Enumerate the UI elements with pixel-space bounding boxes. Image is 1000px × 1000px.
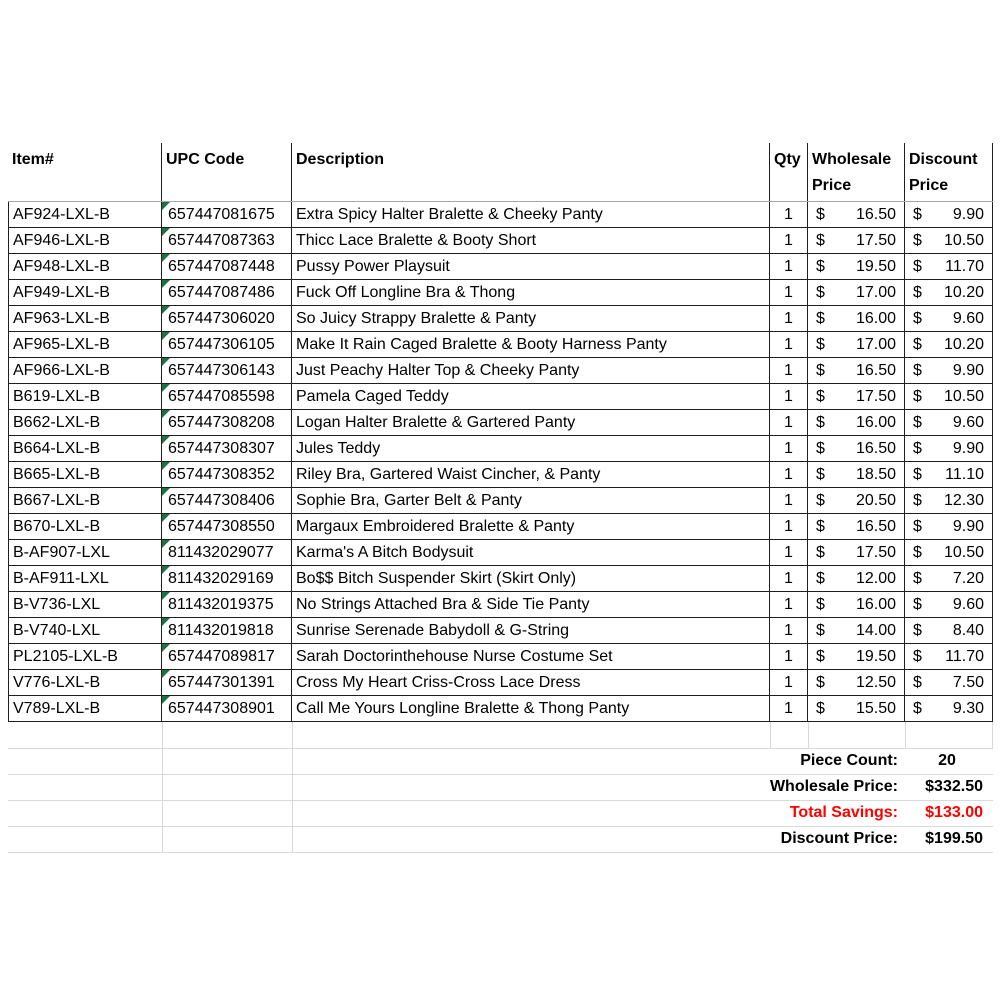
qty-cell[interactable]: 1 xyxy=(770,280,808,305)
upc-cell[interactable] xyxy=(162,410,292,435)
upc-cell[interactable] xyxy=(162,696,292,721)
discount-amount: 11.70 xyxy=(945,647,984,665)
discount-price-cell[interactable] xyxy=(905,644,993,669)
dollar-sign: $ xyxy=(816,621,825,639)
dollar-sign: $ xyxy=(913,205,922,223)
summary-value[interactable]: $133.00 xyxy=(925,804,983,821)
upc-value: 657447089817 xyxy=(168,647,275,665)
table-row xyxy=(8,384,993,410)
qty-cell[interactable]: 1 xyxy=(770,436,808,461)
wholesale-amount: 12.00 xyxy=(855,569,896,587)
item-number-cell[interactable]: AF965-LXL-B xyxy=(8,332,162,357)
error-indicator-triangle-icon xyxy=(162,332,170,340)
discount-amount: 9.90 xyxy=(952,205,984,223)
discount-price-cell[interactable] xyxy=(905,670,993,695)
wholesale-amount: 17.00 xyxy=(855,335,896,353)
table-header-row xyxy=(8,143,993,202)
qty-cell[interactable]: 1 xyxy=(770,514,808,539)
upc-value: 811432019375 xyxy=(168,595,274,613)
item-number-cell[interactable]: B619-LXL-B xyxy=(8,384,162,409)
upc-cell[interactable] xyxy=(162,462,292,487)
error-indicator-triangle-icon xyxy=(162,384,170,392)
error-indicator-triangle-icon xyxy=(162,514,170,522)
table-row xyxy=(8,566,993,592)
dollar-sign: $ xyxy=(816,569,825,587)
dollar-sign: $ xyxy=(913,465,922,483)
summary-row xyxy=(8,774,993,800)
discount-amount: 9.90 xyxy=(952,361,984,379)
upc-value: 657447306020 xyxy=(168,309,275,327)
upc-value: 657447308208 xyxy=(168,413,275,431)
item-number-cell[interactable]: B665-LXL-B xyxy=(8,462,162,487)
upc-value: 811432019818 xyxy=(168,621,274,639)
dollar-sign: $ xyxy=(913,257,922,275)
error-indicator-triangle-icon xyxy=(162,436,170,444)
discount-price-cell[interactable] xyxy=(905,332,993,357)
discount-amount: 9.60 xyxy=(952,413,984,431)
wholesale-amount: 17.50 xyxy=(855,231,896,249)
dollar-sign: $ xyxy=(913,517,922,535)
discount-price-cell[interactable] xyxy=(905,228,993,253)
summary-label[interactable]: Discount Price: xyxy=(780,830,898,847)
discount-price-cell[interactable] xyxy=(905,384,993,409)
qty-cell[interactable]: 1 xyxy=(770,488,808,513)
gridline xyxy=(8,852,993,853)
item-number-cell[interactable]: AF963-LXL-B xyxy=(8,306,162,331)
qty-cell[interactable]: 1 xyxy=(770,618,808,643)
table-row xyxy=(8,306,993,332)
discount-price-cell[interactable] xyxy=(905,436,993,461)
dollar-sign: $ xyxy=(816,673,825,691)
upc-cell[interactable] xyxy=(162,332,292,357)
upc-cell[interactable] xyxy=(162,644,292,669)
table-row xyxy=(8,410,993,436)
wholesale-price-cell[interactable] xyxy=(808,280,905,305)
upc-cell[interactable] xyxy=(162,540,292,565)
error-indicator-triangle-icon xyxy=(162,254,170,262)
dollar-sign: $ xyxy=(913,387,922,405)
description-cell[interactable]: No Strings Attached Bra & Side Tie Panty xyxy=(292,592,770,617)
dollar-sign: $ xyxy=(913,283,922,301)
discount-amount: 7.50 xyxy=(952,673,984,691)
discount-amount: 8.40 xyxy=(952,621,984,639)
dollar-sign: $ xyxy=(913,569,922,587)
upc-value: 657447308307 xyxy=(168,439,275,457)
upc-cell[interactable] xyxy=(162,384,292,409)
upc-cell[interactable] xyxy=(162,488,292,513)
qty-cell[interactable]: 1 xyxy=(770,202,808,227)
upc-cell[interactable] xyxy=(162,306,292,331)
discount-price-cell[interactable] xyxy=(905,540,993,565)
wholesale-price-cell[interactable] xyxy=(808,358,905,383)
wholesale-amount: 16.50 xyxy=(855,517,896,535)
error-indicator-triangle-icon xyxy=(162,202,170,210)
item-number-cell[interactable]: AF966-LXL-B xyxy=(8,358,162,383)
dollar-sign: $ xyxy=(913,673,922,691)
upc-cell[interactable] xyxy=(162,228,292,253)
table-row xyxy=(8,358,993,384)
item-number-cell[interactable]: B-V740-LXL xyxy=(8,618,162,643)
wholesale-amount: 17.00 xyxy=(855,283,896,301)
error-indicator-triangle-icon xyxy=(162,280,170,288)
item-number-cell[interactable]: PL2105-LXL-B xyxy=(8,644,162,669)
header-item-number[interactable]: Item# xyxy=(8,143,162,201)
error-indicator-triangle-icon xyxy=(162,228,170,236)
upc-value: 657447087448 xyxy=(168,257,275,275)
wholesale-amount: 12.50 xyxy=(855,673,896,691)
item-number-cell[interactable]: B662-LXL-B xyxy=(8,410,162,435)
wholesale-price-cell[interactable] xyxy=(808,644,905,669)
wholesale-amount: 17.50 xyxy=(855,387,896,405)
dollar-sign: $ xyxy=(913,647,922,665)
upc-value: 657447087486 xyxy=(168,283,275,301)
discount-amount: 9.90 xyxy=(952,517,984,535)
summary-value[interactable]: $199.50 xyxy=(925,830,983,847)
item-number-cell[interactable]: B667-LXL-B xyxy=(8,488,162,513)
dollar-sign: $ xyxy=(816,205,825,223)
table-row xyxy=(8,514,993,540)
qty-cell[interactable]: 1 xyxy=(770,306,808,331)
dollar-sign: $ xyxy=(913,231,922,249)
wholesale-price-cell[interactable] xyxy=(808,436,905,461)
discount-price-cell[interactable] xyxy=(905,514,993,539)
discount-amount: 10.50 xyxy=(943,387,984,405)
discount-amount: 11.10 xyxy=(945,465,984,483)
summary-row xyxy=(8,800,993,826)
table-row xyxy=(8,254,993,280)
description-cell[interactable]: Extra Spicy Halter Bralette & Cheeky Panty xyxy=(292,202,770,227)
discount-amount: 7.20 xyxy=(952,569,984,587)
description-cell[interactable]: Jules Teddy xyxy=(292,436,770,461)
discount-price-cell[interactable] xyxy=(905,488,993,513)
description-cell[interactable]: Cross My Heart Criss-Cross Lace Dress xyxy=(292,670,770,695)
discount-price-cell[interactable] xyxy=(905,358,993,383)
upc-cell[interactable] xyxy=(162,436,292,461)
wholesale-amount: 20.50 xyxy=(855,491,896,509)
header-wholesale-price[interactable]: Wholesale Price xyxy=(808,143,905,201)
table-row xyxy=(8,488,993,514)
table-row xyxy=(8,618,993,644)
wholesale-price-cell[interactable] xyxy=(808,462,905,487)
discount-price-cell[interactable] xyxy=(905,410,993,435)
discount-price-cell[interactable] xyxy=(905,696,993,721)
gridline xyxy=(770,722,771,748)
description-cell[interactable]: Pamela Caged Teddy xyxy=(292,384,770,409)
dollar-sign: $ xyxy=(913,621,922,639)
discount-amount: 9.60 xyxy=(952,595,984,613)
qty-cell[interactable]: 1 xyxy=(770,670,808,695)
wholesale-price-cell[interactable] xyxy=(808,228,905,253)
dollar-sign: $ xyxy=(816,231,825,249)
wholesale-amount: 15.50 xyxy=(855,699,896,717)
wholesale-price-cell[interactable] xyxy=(808,696,905,721)
wholesale-price-cell[interactable] xyxy=(808,202,905,227)
description-cell[interactable]: Make It Rain Caged Bralette & Booty Harness Panty xyxy=(292,332,770,357)
item-number-cell[interactable]: V789-LXL-B xyxy=(8,696,162,721)
discount-price-cell[interactable] xyxy=(905,592,993,617)
dollar-sign: $ xyxy=(816,595,825,613)
discount-amount: 10.50 xyxy=(943,231,984,249)
upc-value: 657447308901 xyxy=(168,699,275,717)
qty-cell[interactable]: 1 xyxy=(770,462,808,487)
item-number-cell[interactable]: AF946-LXL-B xyxy=(8,228,162,253)
description-cell[interactable]: Karma's A Bitch Bodysuit xyxy=(292,540,770,565)
discount-amount: 9.90 xyxy=(952,439,984,457)
dollar-sign: $ xyxy=(816,517,825,535)
table-row xyxy=(8,332,993,358)
summary-label[interactable]: Piece Count: xyxy=(800,752,898,769)
item-number-cell[interactable]: AF924-LXL-B xyxy=(8,202,162,227)
error-indicator-triangle-icon xyxy=(162,306,170,314)
error-indicator-triangle-icon xyxy=(162,592,170,600)
upc-cell[interactable] xyxy=(162,566,292,591)
table-body xyxy=(8,202,993,722)
discount-amount: 10.50 xyxy=(943,543,984,561)
discount-amount: 10.20 xyxy=(943,283,984,301)
wholesale-amount: 19.50 xyxy=(855,257,896,275)
error-indicator-triangle-icon xyxy=(162,696,170,704)
qty-cell[interactable]: 1 xyxy=(770,332,808,357)
dollar-sign: $ xyxy=(913,439,922,457)
wholesale-amount: 16.50 xyxy=(855,439,896,457)
error-indicator-triangle-icon xyxy=(162,358,170,366)
error-indicator-triangle-icon xyxy=(162,540,170,548)
summary-value[interactable]: $332.50 xyxy=(925,778,983,795)
wholesale-amount: 16.00 xyxy=(855,309,896,327)
discount-price-cell[interactable] xyxy=(905,254,993,279)
description-cell[interactable]: Riley Bra, Gartered Waist Cincher, & Panty xyxy=(292,462,770,487)
wholesale-price-cell[interactable] xyxy=(808,618,905,643)
item-number-cell[interactable]: AF949-LXL-B xyxy=(8,280,162,305)
table-row xyxy=(8,436,993,462)
qty-cell[interactable]: 1 xyxy=(770,644,808,669)
upc-value: 811432029077 xyxy=(168,543,274,561)
description-cell[interactable]: Bo$$ Bitch Suspender Skirt (Skirt Only) xyxy=(292,566,770,591)
dollar-sign: $ xyxy=(816,335,825,353)
table-row xyxy=(8,644,993,670)
upc-value: 657447308406 xyxy=(168,491,275,509)
summary-label[interactable]: Total Savings: xyxy=(789,804,898,821)
summary-row xyxy=(8,748,993,774)
summary-section xyxy=(8,748,993,852)
description-cell[interactable]: Sarah Doctorinthehouse Nurse Costume Set xyxy=(292,644,770,669)
discount-amount: 9.30 xyxy=(952,699,984,717)
table-row xyxy=(8,540,993,566)
error-indicator-triangle-icon xyxy=(162,566,170,574)
summary-label[interactable]: Wholesale Price: xyxy=(769,778,898,795)
header-discount-price[interactable]: Discount Price xyxy=(905,143,993,201)
wholesale-price-cell[interactable] xyxy=(808,254,905,279)
dollar-sign: $ xyxy=(816,543,825,561)
wholesale-price-cell[interactable] xyxy=(808,332,905,357)
upc-value: 657447306143 xyxy=(168,361,275,379)
description-cell[interactable]: Call Me Yours Longline Bralette & Thong Panty xyxy=(292,696,770,721)
discount-price-cell[interactable] xyxy=(905,306,993,331)
discount-price-cell[interactable] xyxy=(905,462,993,487)
upc-cell[interactable] xyxy=(162,514,292,539)
description-cell[interactable]: Thicc Lace Bralette & Booty Short xyxy=(292,228,770,253)
upc-value: 657447085598 xyxy=(168,387,275,405)
qty-cell[interactable]: 1 xyxy=(770,254,808,279)
upc-cell[interactable] xyxy=(162,202,292,227)
upc-value: 811432029169 xyxy=(168,569,274,587)
dollar-sign: $ xyxy=(816,465,825,483)
upc-value: 657447087363 xyxy=(168,231,275,249)
qty-cell[interactable]: 1 xyxy=(770,358,808,383)
dollar-sign: $ xyxy=(913,491,922,509)
upc-cell[interactable] xyxy=(162,592,292,617)
wholesale-amount: 16.50 xyxy=(855,361,896,379)
upc-value: 657447308550 xyxy=(168,517,275,535)
description-cell[interactable]: Sunrise Serenade Babydoll & G-String xyxy=(292,618,770,643)
wholesale-price-cell[interactable] xyxy=(808,306,905,331)
dollar-sign: $ xyxy=(816,257,825,275)
upc-cell[interactable] xyxy=(162,358,292,383)
item-number-cell[interactable]: B-V736-LXL xyxy=(8,592,162,617)
discount-amount: 11.70 xyxy=(945,257,984,275)
upc-value: 657447301391 xyxy=(168,673,275,691)
table-row xyxy=(8,462,993,488)
error-indicator-triangle-icon xyxy=(162,488,170,496)
wholesale-price-cell[interactable] xyxy=(808,488,905,513)
dollar-sign: $ xyxy=(816,491,825,509)
wholesale-price-cell[interactable] xyxy=(808,670,905,695)
item-number-cell[interactable]: B-AF907-LXL xyxy=(8,540,162,565)
error-indicator-triangle-icon xyxy=(162,670,170,678)
dollar-sign: $ xyxy=(816,283,825,301)
error-indicator-triangle-icon xyxy=(162,644,170,652)
dollar-sign: $ xyxy=(913,309,922,327)
dollar-sign: $ xyxy=(913,413,922,431)
summary-row xyxy=(8,826,993,852)
item-number-cell[interactable]: AF948-LXL-B xyxy=(8,254,162,279)
table-row xyxy=(8,280,993,306)
wholesale-amount: 16.50 xyxy=(855,205,896,223)
dollar-sign: $ xyxy=(816,439,825,457)
qty-cell[interactable]: 1 xyxy=(770,384,808,409)
qty-cell[interactable]: 1 xyxy=(770,228,808,253)
table-row xyxy=(8,202,993,228)
wholesale-price-cell[interactable] xyxy=(808,592,905,617)
dollar-sign: $ xyxy=(816,361,825,379)
order-table xyxy=(8,143,993,722)
description-cell[interactable]: Pussy Power Playsuit xyxy=(292,254,770,279)
dollar-sign: $ xyxy=(913,335,922,353)
gridline xyxy=(808,722,809,748)
gridline xyxy=(992,722,993,748)
wholesale-amount: 19.50 xyxy=(855,647,896,665)
wholesale-amount: 14.00 xyxy=(855,621,896,639)
dollar-sign: $ xyxy=(816,387,825,405)
header-description[interactable]: Description xyxy=(292,143,770,201)
dollar-sign: $ xyxy=(816,309,825,327)
wholesale-amount: 16.00 xyxy=(855,595,896,613)
upc-cell[interactable] xyxy=(162,618,292,643)
wholesale-price-cell[interactable] xyxy=(808,514,905,539)
discount-amount: 9.60 xyxy=(952,309,984,327)
item-number-cell[interactable]: V776-LXL-B xyxy=(8,670,162,695)
table-row xyxy=(8,228,993,254)
header-qty[interactable]: Qty xyxy=(770,143,808,201)
item-number-cell[interactable]: B-AF911-LXL xyxy=(8,566,162,591)
upc-value: 657447308352 xyxy=(168,465,275,483)
upc-cell[interactable] xyxy=(162,254,292,279)
table-row xyxy=(8,592,993,618)
qty-cell[interactable]: 1 xyxy=(770,592,808,617)
discount-price-cell[interactable] xyxy=(905,202,993,227)
upc-cell[interactable] xyxy=(162,280,292,305)
wholesale-price-cell[interactable] xyxy=(808,410,905,435)
table-row xyxy=(8,670,993,696)
gridline xyxy=(905,722,906,748)
wholesale-amount: 18.50 xyxy=(855,465,896,483)
item-number-cell[interactable]: B670-LXL-B xyxy=(8,514,162,539)
header-upc-code[interactable]: UPC Code xyxy=(162,143,292,201)
discount-price-cell[interactable] xyxy=(905,566,993,591)
discount-amount: 12.30 xyxy=(943,491,984,509)
dollar-sign: $ xyxy=(913,361,922,379)
qty-cell[interactable]: 1 xyxy=(770,566,808,591)
item-number-cell[interactable]: B664-LXL-B xyxy=(8,436,162,461)
wholesale-amount: 17.50 xyxy=(855,543,896,561)
table-row xyxy=(8,696,993,722)
dollar-sign: $ xyxy=(913,595,922,613)
error-indicator-triangle-icon xyxy=(162,410,170,418)
dollar-sign: $ xyxy=(816,699,825,717)
wholesale-price-cell[interactable] xyxy=(808,540,905,565)
upc-value: 657447306105 xyxy=(168,335,275,353)
description-cell[interactable]: Margaux Embroidered Bralette & Panty xyxy=(292,514,770,539)
error-indicator-triangle-icon xyxy=(162,618,170,626)
wholesale-price-cell[interactable] xyxy=(808,384,905,409)
upc-cell[interactable] xyxy=(162,670,292,695)
description-cell[interactable]: So Juicy Strappy Bralette & Panty xyxy=(292,306,770,331)
discount-amount: 10.20 xyxy=(943,335,984,353)
qty-cell[interactable]: 1 xyxy=(770,540,808,565)
qty-cell[interactable]: 1 xyxy=(770,696,808,721)
summary-value[interactable]: 20 xyxy=(938,752,956,769)
description-cell[interactable]: Sophie Bra, Garter Belt & Panty xyxy=(292,488,770,513)
wholesale-price-cell[interactable] xyxy=(808,566,905,591)
upc-value: 657447081675 xyxy=(168,205,275,223)
description-cell[interactable]: Just Peachy Halter Top & Cheeky Panty xyxy=(292,358,770,383)
dollar-sign: $ xyxy=(816,413,825,431)
description-cell[interactable]: Logan Halter Bralette & Gartered Panty xyxy=(292,410,770,435)
qty-cell[interactable]: 1 xyxy=(770,410,808,435)
discount-price-cell[interactable] xyxy=(905,618,993,643)
description-cell[interactable]: Fuck Off Longline Bra & Thong xyxy=(292,280,770,305)
dollar-sign: $ xyxy=(913,543,922,561)
dollar-sign: $ xyxy=(913,699,922,717)
dollar-sign: $ xyxy=(816,647,825,665)
error-indicator-triangle-icon xyxy=(162,462,170,470)
discount-price-cell[interactable] xyxy=(905,280,993,305)
wholesale-amount: 16.00 xyxy=(855,413,896,431)
